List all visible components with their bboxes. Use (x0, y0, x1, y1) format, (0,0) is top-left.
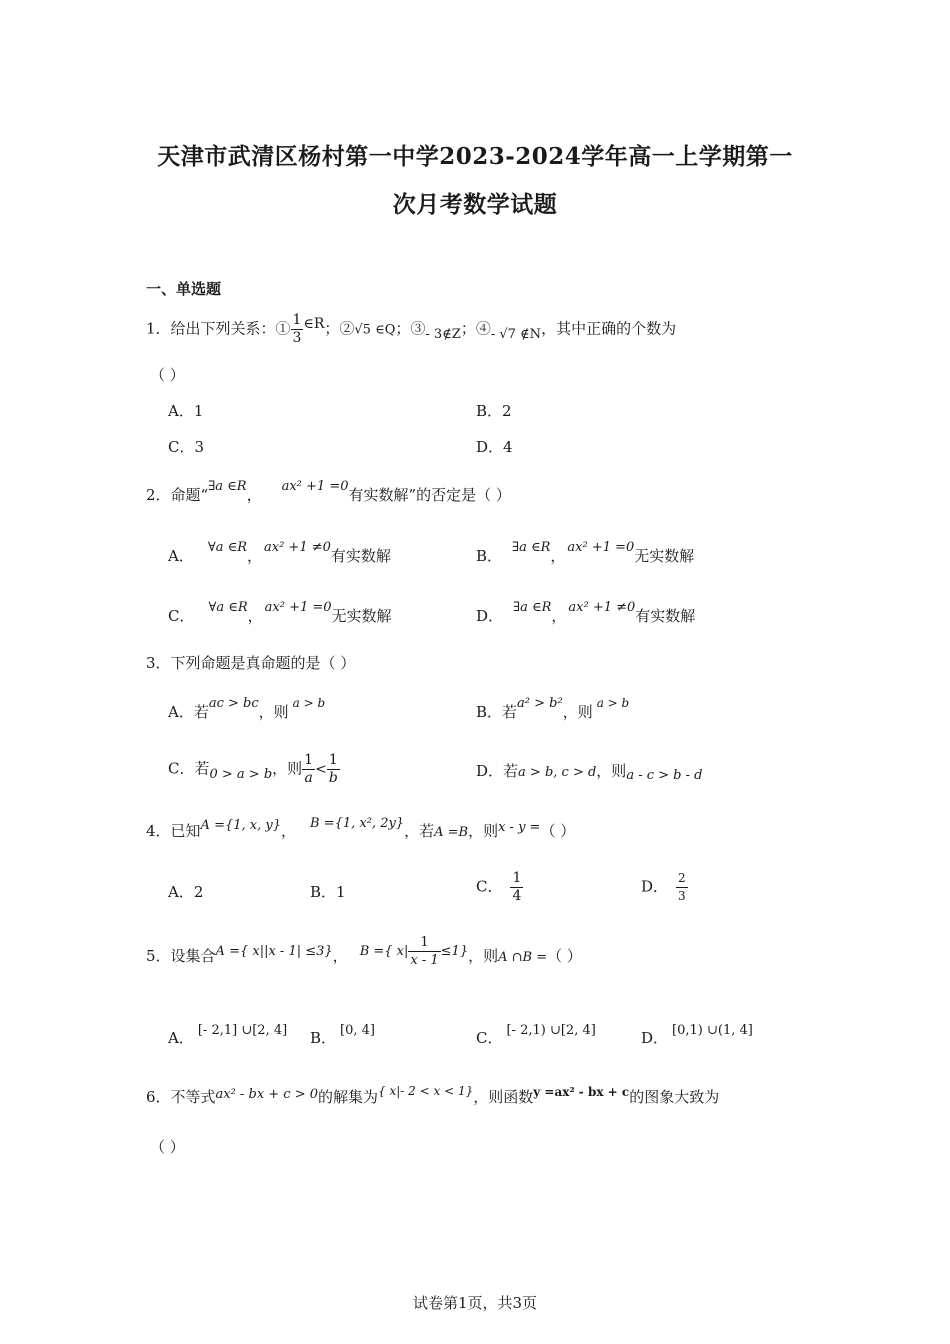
q3-c-frac-1-num: 1 (304, 752, 314, 768)
q2-math-2: ax² +1 =0 (281, 479, 349, 494)
q2-comma: ， (246, 486, 262, 504)
q5-math-2-pre: B ={ x| (359, 944, 409, 959)
q1-paren: （ ） (150, 366, 185, 384)
q4-c-frac (510, 870, 523, 905)
q1-option-b[interactable]: B．2 (476, 402, 512, 420)
q4-text-c: ，则 (468, 822, 499, 840)
q3-b-label: B．若 (476, 703, 518, 721)
q2-a-label: A． (168, 547, 194, 565)
q2-option-d[interactable] (476, 600, 696, 626)
page-footer: 试卷第1页，共3页 (412, 1294, 538, 1312)
question-2 (146, 479, 511, 505)
q2-c-label: C． (168, 607, 195, 625)
q5-b-label: B． (310, 1029, 337, 1047)
q6-text-d: 的图象大致为 (629, 1088, 720, 1106)
q5-text: 5．设集合 (146, 947, 216, 965)
q5-c-label: C． (476, 1029, 503, 1047)
q1-rel2: √5 ∈Q (354, 322, 396, 338)
q4-math-1: A ={1, x, y} (200, 818, 281, 833)
q1-option-d[interactable]: D．4 (476, 438, 513, 456)
q5-d-label: D． (641, 1029, 669, 1047)
q5-text-c: （ ） (547, 947, 582, 965)
q4-text: 4．已知 (146, 822, 201, 840)
q4-c-den: 4 (512, 888, 522, 904)
q4-c-num: 1 (512, 870, 522, 886)
q4-d-label: D． (641, 877, 669, 896)
q3-d-math-1: a > b, c > d (518, 765, 597, 780)
q3-d-label: D．若 (476, 762, 519, 780)
q1-sep: ；④ (460, 319, 491, 338)
q5-math-2-num: 1 (408, 934, 440, 952)
title-line-1: 天津市武清区杨村第一中学2023-2024学年高一上学期第一 (157, 143, 793, 170)
q3-option-d[interactable] (476, 760, 702, 781)
q6-text: 6．不等式 (146, 1088, 216, 1106)
q3-b-math-2: a > b (596, 696, 630, 710)
q2-option-a[interactable] (168, 540, 391, 566)
q2-a-math-1: ∀a ∈R (207, 540, 247, 555)
q6-math-2: { x|- 2 < x < 1} (378, 1084, 474, 1098)
q6-text-c: ，则函数 (473, 1088, 534, 1106)
q3-option-b[interactable] (476, 696, 630, 722)
q2-a-comma: ， (246, 547, 262, 565)
q2-c-tail: 无实数解 (331, 607, 392, 625)
q4-math-3: A =B (434, 825, 469, 840)
q3-c-math-1: 0 > a > b (209, 766, 273, 782)
q1-rel4: - √7 ∉N (490, 326, 542, 342)
q5-comma: ， (332, 947, 348, 965)
q4-text-d: （ ） (540, 822, 576, 840)
q2-c-math-1: ∀a ∈R (208, 600, 248, 615)
q2-a-math-2: ax² +1 ≠0 (264, 540, 331, 555)
q2-d-math-2: ax² +1 ≠0 (568, 600, 636, 615)
q3-a-label: A．若 (168, 703, 209, 721)
q5-d-math: [0,1) ∪(1, 4] (672, 1023, 753, 1038)
q5-math-3: A ∩B = (498, 950, 548, 965)
q3-c-frac-2-den: b (328, 770, 338, 786)
section-title: 一、单选题 (146, 280, 222, 298)
q2-c-comma: ， (247, 607, 263, 625)
q1-option-c[interactable]: C．3 (168, 438, 205, 456)
q6-math-3: y =ax² - bx + c (533, 1085, 630, 1099)
q2-d-label: D． (476, 607, 504, 625)
q5-math-1: A ={ x||x - 1| ≤3} (215, 944, 333, 959)
q3-c-label: C．若 (168, 759, 210, 778)
q3-c-lt: < (315, 761, 327, 778)
q3-d-mid: ，则 (596, 762, 627, 780)
q2-option-b[interactable] (476, 540, 695, 566)
q6-text-b: 的解集为 (318, 1088, 379, 1106)
q4-math-2: B ={1, x², 2y} (310, 816, 405, 831)
q2-b-math-1: ∃a ∈R (512, 540, 551, 555)
q4-c-label: C． (476, 877, 503, 896)
q3-b-math-1: a² > b² (517, 696, 563, 711)
q1-option-a[interactable]: A．1 (168, 402, 204, 420)
q3-c-frac-2-num: 1 (327, 752, 340, 770)
q2-b-math-2: ax² +1 =0 (567, 540, 635, 555)
q4-option-b[interactable]: B．1 (310, 883, 346, 901)
q5-math-2 (359, 935, 469, 968)
q3-option-a[interactable] (168, 696, 326, 722)
q3-c-frac-2 (327, 752, 340, 787)
q2-option-c[interactable] (168, 600, 392, 626)
q4-math-4: x - y = (498, 820, 541, 835)
q2-math-1: ∃a ∈R (208, 479, 247, 494)
q2-d-comma: ， (551, 607, 567, 625)
question-1 (146, 312, 676, 347)
q1-frac-num: 1 (292, 312, 302, 328)
q1-frac-den: 3 (292, 330, 302, 346)
q5-option-a[interactable] (168, 1018, 288, 1047)
q2-text: 2．命题“ (146, 486, 209, 504)
q3-a-mid: ，则 (258, 703, 289, 721)
q5-option-c[interactable] (476, 1018, 596, 1047)
q5-option-d[interactable] (641, 1018, 753, 1047)
q4-d-num: 2 (676, 870, 688, 888)
q1-sep: ；② (324, 319, 355, 338)
q3-option-c[interactable] (168, 752, 340, 787)
q2-c-math-2: ax² +1 =0 (264, 600, 332, 615)
q4-d-den: 3 (678, 889, 686, 903)
q2-b-comma: ， (550, 547, 566, 565)
question-6 (146, 1086, 719, 1107)
question-5 (146, 935, 582, 975)
q5-a-math: [- 2,1] ∪[2, 4] (197, 1023, 288, 1038)
q3-d-math-2: a - c > b - d (626, 768, 703, 783)
q2-text-end: 有实数解”的否定是（ ） (348, 486, 511, 504)
q1-text: 1．给出下列关系：① (146, 319, 291, 338)
q3-c-frac-1 (302, 752, 315, 787)
title-line-2: 次月考数学试题 (392, 191, 558, 218)
q3-a-math-2: a > b (292, 696, 326, 710)
q1-rel1: ∈R (303, 315, 325, 332)
q3-a-math-1: ac > bc (208, 696, 259, 711)
q1-text-end: ，其中正确的个数为 (541, 319, 677, 338)
q4-option-c[interactable] (476, 870, 523, 905)
q3-c-mid: ，则 (272, 759, 303, 778)
q5-c-math: [- 2,1) ∪[2, 4] (506, 1023, 596, 1038)
q5-text-b: ，则 (468, 947, 499, 965)
q1-rel3: - 3∉Z (425, 326, 461, 342)
q4-comma: ， (280, 822, 296, 840)
question-3: 3．下列命题是真命题的是（ ） (146, 654, 356, 672)
q2-d-tail: 有实数解 (635, 607, 696, 625)
q2-a-tail: 有实数解 (330, 547, 391, 565)
q5-a-label: A． (168, 1029, 194, 1047)
q4-option-a[interactable]: A．2 (168, 883, 204, 901)
q1-sep: ；③ (395, 319, 426, 338)
q2-d-math-1: ∃a ∈R (513, 600, 552, 615)
q4-text-b: ，若 (404, 822, 435, 840)
q4-option-d[interactable] (641, 870, 688, 905)
q3-b-mid: ，则 (562, 703, 593, 721)
q5-b-math: [0, 4] (340, 1023, 375, 1038)
q5-math-2-frac (408, 934, 440, 969)
q5-option-b[interactable] (310, 1018, 375, 1047)
q6-math-1: ax² - bx + c > 0 (215, 1087, 319, 1102)
q3-c-frac-1-den: a (304, 770, 313, 786)
q2-b-label: B． (476, 547, 503, 565)
q5-math-2-post: ≤1} (440, 944, 469, 959)
q2-b-tail: 无实数解 (634, 547, 695, 565)
q6-paren: （ ） (150, 1138, 185, 1156)
q5-math-2-den: x - 1 (410, 953, 439, 968)
q1-fraction (291, 312, 304, 347)
question-4 (146, 816, 576, 841)
q4-d-frac (676, 870, 688, 905)
